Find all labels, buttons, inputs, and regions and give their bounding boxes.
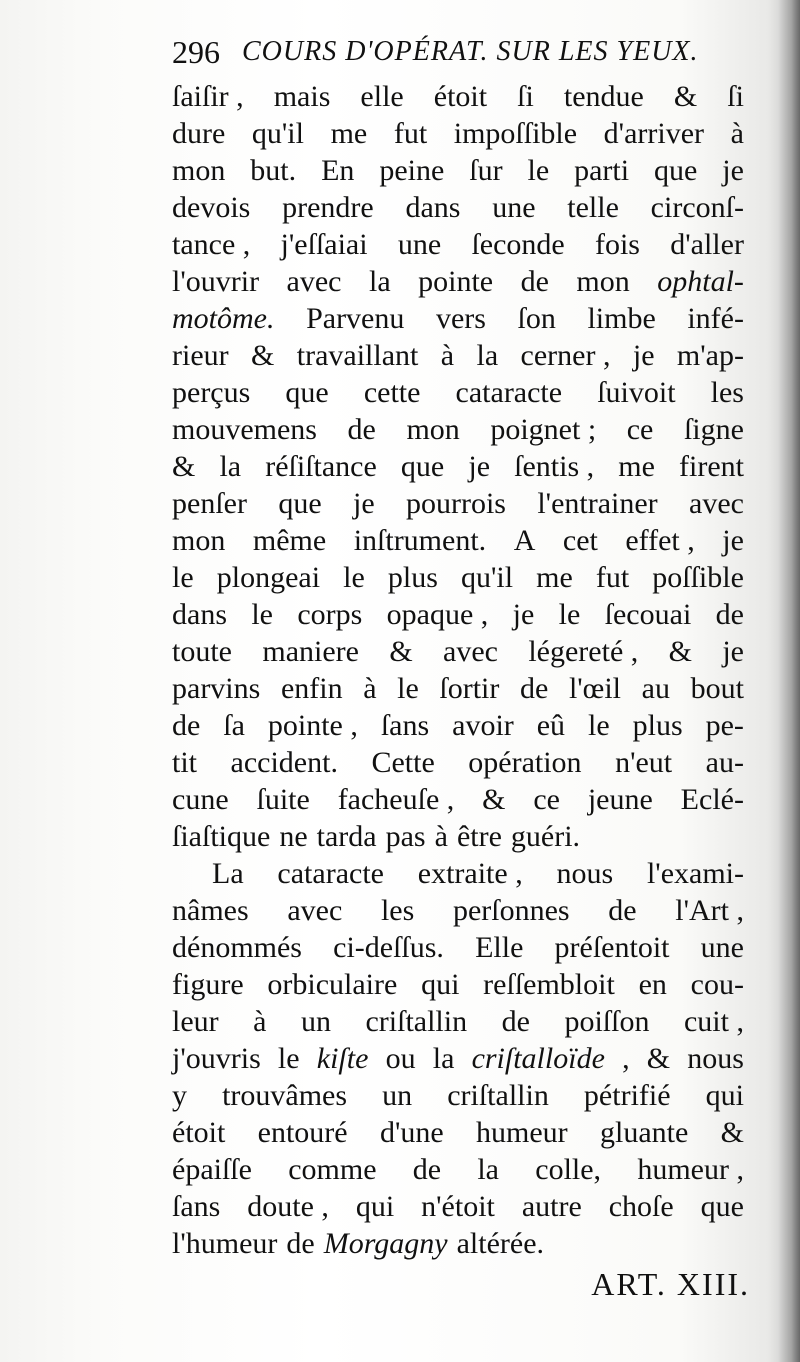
word: dans xyxy=(405,191,461,224)
word: que xyxy=(278,487,322,520)
word: autre xyxy=(521,1190,582,1223)
text-line xyxy=(172,781,744,818)
word: & xyxy=(389,635,413,668)
word: colle, xyxy=(535,1153,602,1186)
word: mon xyxy=(172,154,226,187)
catchword: ART. XIII. xyxy=(591,1266,750,1302)
word: ne xyxy=(279,820,308,853)
text-line xyxy=(172,1040,744,1077)
word: qui xyxy=(355,1190,395,1223)
word: humeur , xyxy=(637,1153,744,1186)
word: ſi xyxy=(517,80,534,113)
word: & xyxy=(720,1116,744,1149)
text-line xyxy=(172,448,744,485)
word: tit xyxy=(172,746,198,779)
text-line xyxy=(172,485,744,522)
word: ſecouai xyxy=(604,598,692,631)
word: le xyxy=(277,1042,300,1075)
word: trouvâmes xyxy=(222,1079,348,1112)
body-text xyxy=(172,78,744,1262)
word: l'Art , xyxy=(675,894,744,927)
word: Cette xyxy=(371,746,435,779)
word: nous xyxy=(556,857,614,890)
word: criſtalloïde xyxy=(471,1042,605,1075)
word: ſuivoit xyxy=(597,376,676,409)
word: mon xyxy=(576,265,630,298)
word: de xyxy=(520,265,549,298)
word: poignet ; xyxy=(490,413,597,446)
word: motôme. xyxy=(172,302,275,335)
word: nous xyxy=(687,1042,744,1075)
word: nâmes xyxy=(172,894,249,927)
word: ſa xyxy=(223,709,245,742)
word: & xyxy=(673,80,698,113)
word: la xyxy=(432,1042,455,1075)
word: ſon xyxy=(517,302,556,335)
word: gluante xyxy=(599,1116,689,1149)
text-line xyxy=(172,189,744,226)
text-line xyxy=(172,596,744,633)
word: ſi xyxy=(727,80,744,113)
text-line xyxy=(172,115,744,152)
word: & xyxy=(668,635,692,668)
word: mon xyxy=(406,413,460,446)
text-line xyxy=(172,559,744,596)
word: qu'il xyxy=(251,117,304,150)
word: pas xyxy=(385,820,426,853)
word: ſans xyxy=(380,709,430,742)
word: perçus xyxy=(172,376,251,409)
text-line xyxy=(172,522,744,559)
word: cerner , xyxy=(520,339,611,372)
word: à xyxy=(253,1005,267,1038)
text-line xyxy=(172,966,744,1003)
word: bout xyxy=(690,672,744,705)
text-line xyxy=(172,633,744,670)
text-line xyxy=(172,226,744,263)
word: prendre xyxy=(282,191,374,224)
word: toute xyxy=(172,635,232,668)
text-line xyxy=(172,263,744,300)
word: que xyxy=(285,376,329,409)
word: d'aller xyxy=(670,228,744,261)
word: le xyxy=(343,561,365,594)
word: reſſembloit xyxy=(483,968,615,1001)
word: à xyxy=(363,672,377,705)
word: fois xyxy=(594,228,640,261)
word: n'étoit xyxy=(421,1190,495,1223)
word: avec xyxy=(286,265,342,298)
word: de xyxy=(286,1227,315,1260)
word: avec xyxy=(287,894,343,927)
word: ſigne xyxy=(683,413,744,446)
page-edge-shadow xyxy=(778,0,800,1362)
word: mais xyxy=(273,80,331,113)
word: avec xyxy=(689,487,744,520)
word: & xyxy=(646,1042,671,1075)
word: j'ouvris xyxy=(172,1042,261,1075)
word: ophtal- xyxy=(657,265,744,298)
word: A xyxy=(513,524,536,557)
word: qui xyxy=(705,1079,744,1112)
word: de xyxy=(501,1005,530,1038)
word: firent xyxy=(679,450,744,483)
word: légereté , xyxy=(528,635,639,668)
text-line xyxy=(172,1188,744,1225)
word: enfin xyxy=(280,672,343,705)
text-line xyxy=(172,744,744,781)
word: dans xyxy=(172,598,227,631)
word: le xyxy=(527,154,550,187)
word: jeune xyxy=(587,783,653,816)
word: l'humeur xyxy=(172,1227,278,1260)
word: au xyxy=(641,672,670,705)
word: ſentis , xyxy=(514,450,595,483)
text-line xyxy=(172,374,744,411)
word: ce xyxy=(626,413,654,446)
word: ſuite xyxy=(256,783,310,816)
word: le xyxy=(558,598,581,631)
word: fut xyxy=(393,117,428,150)
word: la xyxy=(368,265,391,298)
page-header xyxy=(172,34,762,78)
word: corps xyxy=(297,598,363,631)
word: m'ap- xyxy=(676,339,744,372)
text-line xyxy=(172,411,744,448)
word: kiſte xyxy=(316,1042,369,1075)
word: à xyxy=(440,339,455,372)
word: orbiculaire xyxy=(267,968,398,1001)
word: tarda xyxy=(316,820,377,853)
word: & xyxy=(251,339,275,372)
word: la xyxy=(477,1153,499,1186)
word: l'entrainer xyxy=(537,487,658,520)
word: l'œil xyxy=(568,672,622,705)
word: le xyxy=(397,672,419,705)
text-line xyxy=(172,855,744,892)
text-line xyxy=(172,337,744,374)
word: de xyxy=(172,709,201,742)
word: cune xyxy=(172,783,229,816)
word: pointe , xyxy=(267,709,358,742)
word: fut xyxy=(595,561,630,594)
word: qui xyxy=(421,968,460,1001)
word: ſaiſir , xyxy=(172,80,244,113)
word: infé- xyxy=(687,302,744,335)
word: en xyxy=(638,968,667,1001)
word: épaiſſe xyxy=(172,1153,252,1186)
word: poſſible xyxy=(652,561,744,594)
word: les xyxy=(710,376,744,409)
word: je xyxy=(722,154,744,187)
word: à xyxy=(730,117,744,150)
word: poiſſon xyxy=(564,1005,650,1038)
word: extraite , xyxy=(417,857,523,890)
text-line xyxy=(172,1003,744,1040)
word: devois xyxy=(172,191,251,224)
word: préſentoit xyxy=(554,931,670,964)
word: de xyxy=(520,672,549,705)
word: le xyxy=(172,561,194,594)
word: ce xyxy=(533,783,560,816)
word: limbe xyxy=(587,302,656,335)
word: le xyxy=(251,598,273,631)
word: eû xyxy=(536,709,566,742)
word: facheuſe , xyxy=(337,783,455,816)
text-line xyxy=(172,300,744,337)
word: être xyxy=(456,820,502,853)
word: l'ouvrir xyxy=(172,265,260,298)
word: parti xyxy=(574,154,630,187)
word: l'exami- xyxy=(646,857,744,890)
word: penſer xyxy=(172,487,247,520)
word: ci-deſſus. xyxy=(333,931,444,964)
word: pétrifié xyxy=(583,1079,671,1112)
word: je xyxy=(468,450,491,483)
word: altérée. xyxy=(456,1227,545,1260)
word: opaque , xyxy=(386,598,489,631)
text-line xyxy=(172,1077,744,1114)
word: la xyxy=(476,339,499,372)
word: effet , xyxy=(625,524,695,557)
word: doute , xyxy=(247,1190,329,1223)
word: un xyxy=(300,1005,331,1038)
word: humeur xyxy=(476,1116,568,1149)
word: & xyxy=(482,783,506,816)
text-line xyxy=(172,670,744,707)
word: dénommés xyxy=(172,931,302,964)
word: entouré xyxy=(257,1116,348,1149)
word: comme xyxy=(288,1153,377,1186)
word: je xyxy=(512,598,535,631)
word: criſtallin xyxy=(447,1079,549,1112)
word: que xyxy=(700,1190,744,1223)
running-title: COURS D'OPÉRAT. SUR LES YEUX. xyxy=(242,36,699,67)
word: accident. xyxy=(230,746,338,779)
word: plus xyxy=(632,709,683,742)
text-line xyxy=(172,818,744,855)
word: Eclé- xyxy=(680,783,744,816)
word: maniere xyxy=(262,635,359,668)
word: cet xyxy=(562,524,598,557)
word: de xyxy=(608,894,637,927)
word: tendue xyxy=(563,80,644,113)
text-line xyxy=(172,78,744,115)
word: même xyxy=(252,524,327,557)
word: une xyxy=(700,931,744,964)
word: je xyxy=(352,487,375,520)
word: je xyxy=(722,524,744,557)
word: étoit xyxy=(172,1116,226,1149)
word: circonſ- xyxy=(650,191,744,224)
word: avec xyxy=(443,635,498,668)
word: cataracte xyxy=(455,376,563,409)
word: choſe xyxy=(608,1190,674,1223)
word: cuit , xyxy=(683,1005,744,1038)
word: En xyxy=(321,154,355,187)
word: Elle xyxy=(475,931,524,964)
word: un xyxy=(382,1079,413,1112)
word: perſonnes xyxy=(452,894,570,927)
text-line xyxy=(172,152,744,189)
word: travaillant xyxy=(296,339,419,372)
word: criſtallin xyxy=(365,1005,468,1038)
word: cataracte xyxy=(277,857,384,890)
word: les xyxy=(380,894,415,927)
word: rieur xyxy=(172,339,229,372)
text-line xyxy=(172,707,744,744)
word: avoir xyxy=(452,709,514,742)
word: parvins xyxy=(172,672,261,705)
word: , xyxy=(622,1042,630,1075)
word: de xyxy=(412,1153,442,1186)
page-number: 296 xyxy=(172,34,220,70)
word: but. xyxy=(250,154,297,187)
word: que xyxy=(654,154,698,187)
word: telle xyxy=(567,191,619,224)
word: dure xyxy=(172,117,226,150)
word: au- xyxy=(705,746,744,779)
word: ſeconde xyxy=(471,228,565,261)
word: à xyxy=(434,820,448,853)
word: de xyxy=(715,598,744,631)
word: qu'il xyxy=(460,561,514,594)
word: pe- xyxy=(705,709,744,742)
word: La xyxy=(212,857,244,890)
word: la xyxy=(219,450,242,483)
word: me xyxy=(618,450,655,483)
word: plus xyxy=(387,561,438,594)
text-line xyxy=(172,929,744,966)
text-line xyxy=(172,892,744,929)
word: ſur xyxy=(469,154,503,187)
word: vers xyxy=(435,302,486,335)
word: plongeai xyxy=(216,561,321,594)
word: me xyxy=(536,561,573,594)
word: je xyxy=(722,635,744,668)
word: elle xyxy=(360,80,404,113)
word: ſiaſtique xyxy=(172,820,271,853)
word: d'arriver xyxy=(603,117,705,150)
word: Parvenu xyxy=(306,302,405,335)
word: peine xyxy=(379,154,445,187)
word: cou- xyxy=(690,968,744,1001)
word: n'eut xyxy=(615,746,673,779)
word: cette xyxy=(363,376,421,409)
word: une xyxy=(492,191,536,224)
word: je xyxy=(632,339,655,372)
word: que xyxy=(400,450,445,483)
word: & xyxy=(172,450,196,483)
text-line xyxy=(172,1225,744,1262)
text-line xyxy=(172,1114,744,1151)
word: opération xyxy=(468,746,582,779)
word: impoſſible xyxy=(453,117,578,150)
word: mouvemens xyxy=(172,413,317,446)
word: j'eſſaiai xyxy=(280,228,368,261)
text-line xyxy=(172,1151,744,1188)
word: réſiſtance xyxy=(265,450,377,483)
word: figure xyxy=(172,968,244,1001)
word: ou xyxy=(385,1042,416,1075)
word: mon xyxy=(172,524,226,557)
word: une xyxy=(397,228,442,261)
word: guéri. xyxy=(510,820,581,853)
word: ſortir xyxy=(439,672,500,705)
word: ſans xyxy=(172,1190,221,1223)
word: Morgagny xyxy=(323,1227,448,1260)
word: de xyxy=(347,413,376,446)
word: pointe xyxy=(418,265,494,298)
word: pourrois xyxy=(405,487,506,520)
word: tance , xyxy=(172,228,251,261)
word: me xyxy=(330,117,368,150)
word: le xyxy=(588,709,610,742)
word: y xyxy=(172,1079,187,1112)
word: d'une xyxy=(379,1116,444,1149)
word: inſtrument. xyxy=(353,524,487,557)
word: étoit xyxy=(433,80,488,113)
word: leur xyxy=(172,1005,219,1038)
